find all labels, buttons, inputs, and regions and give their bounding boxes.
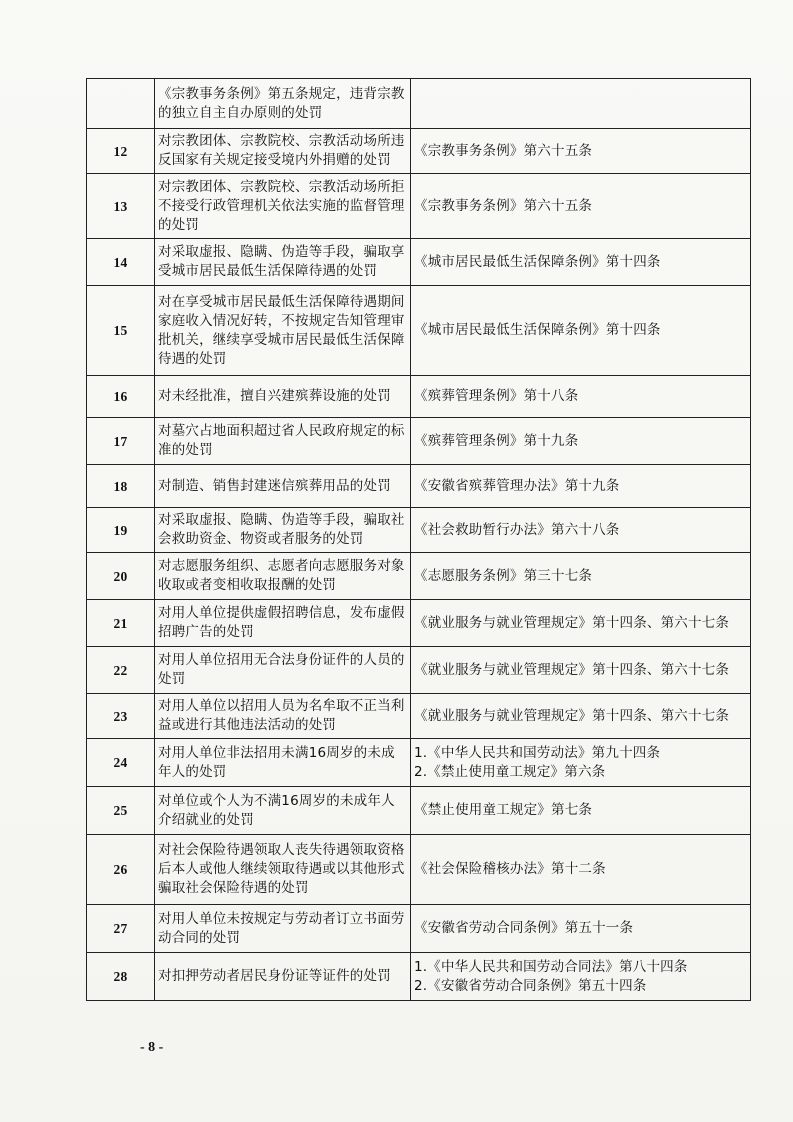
legal-basis-line: 《志愿服务条例》第三十七条 <box>414 567 593 584</box>
table-row <box>87 79 751 129</box>
table-row <box>87 600 751 647</box>
legal-basis-line: 《安徽省殡葬管理办法》第十九条 <box>414 477 620 494</box>
table-row <box>87 418 751 465</box>
penalty-item: 对用人单位未按规定与劳动者订立书面劳动合同的处罚 <box>155 905 411 953</box>
penalty-item: 对用人单位提供虚假招聘信息，发布虚假招聘广告的处罚 <box>155 600 411 647</box>
table-row <box>87 376 751 418</box>
row-number <box>87 79 155 129</box>
legal-basis-line: 《殡葬管理条例》第十八条 <box>414 388 579 404</box>
legal-basis-line: 《城市居民最低生活保障条例》第十四条 <box>414 253 661 270</box>
row-number: 13 <box>87 174 155 239</box>
row-number: 12 <box>87 129 155 174</box>
penalty-table-body <box>87 79 751 1001</box>
row-number: 21 <box>87 600 155 647</box>
row-number: 28 <box>87 953 155 1001</box>
table-row <box>87 694 751 739</box>
penalty-item: 对用人单位非法招用未满16周岁的未成年人的处罚 <box>155 739 411 787</box>
penalty-item: 对宗教团体、宗教院校、宗教活动场所拒不接受行政管理机关依法实施的监督管理的处罚 <box>155 174 411 239</box>
penalty-item: 对宗教团体、宗教院校、宗教活动场所违反国家有关规定接受境内外捐赠的处罚 <box>155 129 411 174</box>
table-row <box>87 508 751 553</box>
legal-basis <box>411 508 751 553</box>
penalty-table <box>86 78 751 1001</box>
legal-basis <box>411 553 751 600</box>
row-number: 24 <box>87 739 155 787</box>
legal-basis-line: 《宗教事务条例》第六十五条 <box>414 142 593 159</box>
legal-basis <box>411 600 751 647</box>
legal-basis-line: 1.《中华人民共和国劳动合同法》第八十四条 <box>414 958 688 975</box>
penalty-item: 对扣押劳动者居民身份证等证件的处罚 <box>155 953 411 1001</box>
legal-basis <box>411 647 751 694</box>
legal-basis-line: 《安徽省劳动合同条例》第五十一条 <box>414 920 634 936</box>
row-number: 19 <box>87 508 155 553</box>
row-number: 16 <box>87 376 155 418</box>
penalty-item: 对制造、销售封建迷信殡葬用品的处罚 <box>155 465 411 508</box>
penalty-item: 对墓穴占地面积超过省人民政府规定的标准的处罚 <box>155 418 411 465</box>
legal-basis-line: 1.《中华人民共和国劳动法》第九十四条 <box>414 744 661 761</box>
table-row <box>87 739 751 787</box>
table-row <box>87 239 751 286</box>
row-number: 17 <box>87 418 155 465</box>
legal-basis <box>411 376 751 418</box>
table-row <box>87 286 751 376</box>
penalty-item: 对用人单位以招用人员为名牟取不正当利益或进行其他违法活动的处罚 <box>155 694 411 739</box>
legal-basis <box>411 739 751 787</box>
legal-basis-line: 《社会救助暂行办法》第六十八条 <box>414 521 620 538</box>
penalty-item: 对采取虚报、隐瞒、伪造等手段，骗取享受城市居民最低生活保障待遇的处罚 <box>155 239 411 286</box>
legal-basis-line: 《宗教事务条例》第六十五条 <box>414 197 593 214</box>
penalty-item: 对未经批准，擅自兴建殡葬设施的处罚 <box>155 376 411 418</box>
legal-basis-line: 《就业服务与就业管理规定》第十四条、第六十七条 <box>414 707 730 724</box>
table-row <box>87 787 751 835</box>
legal-basis <box>411 418 751 465</box>
legal-basis <box>411 835 751 905</box>
legal-basis <box>411 239 751 286</box>
row-number: 20 <box>87 553 155 600</box>
row-number: 23 <box>87 694 155 739</box>
penalty-item: 对志愿服务组织、志愿者向志愿服务对象收取或者变相收取报酬的处罚 <box>155 553 411 600</box>
legal-basis-line: 《殡葬管理条例》第十九条 <box>414 432 579 449</box>
penalty-item: 对单位或个人为不满16周岁的未成年人介绍就业的处罚 <box>155 787 411 835</box>
legal-basis-line: 《禁止使用童工规定》第七条 <box>414 802 593 818</box>
row-number: 25 <box>87 787 155 835</box>
penalty-item: 《宗教事务条例》第五条规定，违背宗教的独立自主自办原则的处罚 <box>155 79 411 129</box>
row-number: 26 <box>87 835 155 905</box>
legal-basis <box>411 286 751 376</box>
penalty-item: 对采取虚报、隐瞒、伪造等手段，骗取社会救助资金、物资或者服务的处罚 <box>155 508 411 553</box>
legal-basis <box>411 953 751 1001</box>
legal-basis <box>411 174 751 239</box>
penalty-item: 对用人单位招用无合法身份证件的人员的处罚 <box>155 647 411 694</box>
legal-basis <box>411 465 751 508</box>
legal-basis <box>411 129 751 174</box>
table-row <box>87 953 751 1001</box>
table-row <box>87 129 751 174</box>
legal-basis-line: 《城市居民最低生活保障条例》第十四条 <box>414 322 661 338</box>
row-number: 14 <box>87 239 155 286</box>
legal-basis-line: 《就业服务与就业管理规定》第十四条、第六十七条 <box>414 614 730 631</box>
legal-basis-line: 《社会保险稽核办法》第十二条 <box>414 861 606 877</box>
penalty-item: 对社会保险待遇领取人丧失待遇领取资格后本人或他人继续领取待遇或以其他形式骗取社会保险待遇的处罚 <box>155 835 411 905</box>
legal-basis <box>411 787 751 835</box>
row-number: 15 <box>87 286 155 376</box>
legal-basis-line: 2.《禁止使用童工规定》第六条 <box>414 763 606 780</box>
table-row <box>87 174 751 239</box>
table-row <box>87 647 751 694</box>
legal-basis <box>411 694 751 739</box>
table-row <box>87 465 751 508</box>
penalty-item: 对在享受城市居民最低生活保障待遇期间家庭收入情况好转，不按规定告知管理审批机关，继续享受城市居民最低生活保障待遇的处罚 <box>155 286 411 376</box>
legal-basis <box>411 905 751 953</box>
legal-basis-line: 2.《安徽省劳动合同条例》第五十四条 <box>414 977 647 994</box>
table-row <box>87 553 751 600</box>
table-row <box>87 835 751 905</box>
legal-basis-line: 《就业服务与就业管理规定》第十四条、第六十七条 <box>414 661 730 678</box>
row-number: 27 <box>87 905 155 953</box>
row-number: 18 <box>87 465 155 508</box>
page-number: - 8 - <box>140 1040 164 1055</box>
legal-basis <box>411 79 751 129</box>
row-number: 22 <box>87 647 155 694</box>
table-row <box>87 905 751 953</box>
